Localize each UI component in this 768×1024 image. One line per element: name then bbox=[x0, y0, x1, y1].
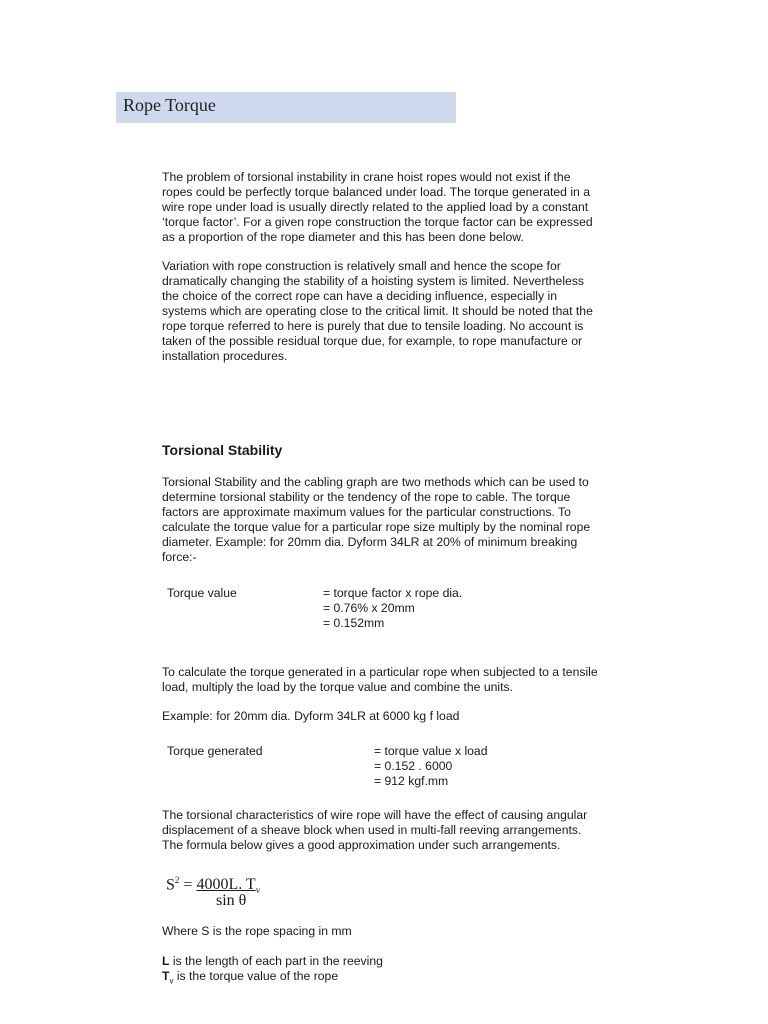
section-paragraph-1-line: diameter. Example: for 20mm dia. Dyform 34LR at 20% of minimum breaking bbox=[162, 535, 578, 549]
torque-value-line: = torque factor x rope dia. bbox=[323, 586, 463, 600]
intro-paragraph-1-line: The problem of torsional instability in crane hoist ropes would not exist if the bbox=[162, 170, 571, 184]
torque-generated-line: = torque value x load bbox=[374, 744, 488, 758]
spacing-formula bbox=[166, 870, 261, 909]
section-paragraph-1-line: determine torsional stability or the tendency of the rope to cable. The torque bbox=[162, 490, 571, 504]
torque-value-line: = 0.76% x 20mm bbox=[323, 601, 415, 615]
formula-numerator-sub: v bbox=[255, 885, 261, 896]
formula-equals: = bbox=[179, 876, 197, 894]
intro-paragraph-1-line: ‘torque factor’. For a given rope construction the torque factor can be expressed bbox=[162, 215, 593, 229]
section-paragraph-2-line: load, multiply the load by the torque value and combine the units. bbox=[162, 680, 513, 694]
torque-value-equation bbox=[323, 586, 462, 631]
page-title: Rope Torque bbox=[123, 95, 216, 115]
definition-L-symbol: L bbox=[162, 954, 170, 968]
intro-paragraph-1-line: as a proportion of the rope diameter and this has been done below. bbox=[162, 230, 524, 244]
intro-paragraph-2-line: taken of the possible residual torque due, for example, to rope manufacture or bbox=[162, 334, 583, 348]
section-paragraph-3 bbox=[162, 808, 632, 853]
definition-T bbox=[162, 969, 338, 988]
section-paragraph-2 bbox=[162, 665, 632, 695]
section-paragraph-1-line: factors are approximate maximum values for the particular constructions. To bbox=[162, 505, 571, 519]
where-line: Where S is the rope spacing in mm bbox=[162, 924, 352, 938]
formula-numerator-text: 4000L. T bbox=[196, 876, 256, 894]
torque-generated-line: = 912 kgf.mm bbox=[374, 774, 449, 788]
section-paragraph-1 bbox=[162, 475, 632, 565]
definition-T-symbol: T bbox=[162, 969, 170, 983]
section-paragraph-3-line: The formula below gives a good approximation under such arrangements. bbox=[162, 838, 561, 852]
intro-paragraph-2-line: installation procedures. bbox=[162, 349, 288, 363]
title-bar bbox=[116, 92, 456, 123]
section-paragraph-3-line: The torsional characteristics of wire rope will have the effect of causing angular bbox=[162, 808, 588, 822]
formula-exponent: 2 bbox=[174, 875, 180, 885]
example-line: Example: for 20mm dia. Dyform 34LR at 6000 kg f load bbox=[162, 709, 460, 723]
torque-value-line: = 0.152mm bbox=[323, 616, 385, 630]
intro-paragraph-2-line: rope torque referred to here is purely that due to tensile loading. No account is bbox=[162, 319, 584, 333]
definition-L-text: is the length of each part in the reeving bbox=[169, 954, 383, 968]
formula-lhs: S bbox=[166, 876, 175, 894]
section-paragraph-2-line: To calculate the torque generated in a particular rope when subjected to a tensile bbox=[162, 665, 598, 679]
definition-T-text: is the torque value of the rope bbox=[173, 969, 339, 983]
section-paragraph-3-line: displacement of a sheave block when used in multi-fall reeving arrangements. bbox=[162, 823, 582, 837]
intro-paragraph-2-line: Variation with rope construction is relatively small and hence the scope for bbox=[162, 259, 561, 273]
intro-paragraph-1-line: wire rope under load is usually directly related to the applied load by a constant bbox=[162, 200, 589, 214]
torque-value-label: Torque value bbox=[167, 586, 237, 600]
torque-generated-equation bbox=[374, 744, 488, 789]
formula-denominator: sin θ bbox=[216, 892, 247, 909]
section-heading: Torsional Stability bbox=[162, 442, 283, 458]
intro-paragraph-2-line: the choice of the correct rope can have a deciding influence, especially in bbox=[162, 289, 557, 303]
intro-paragraph-1-line: ropes could be perfectly torque balanced under load. The torque generated in a bbox=[162, 185, 590, 199]
definition-T-sub: v bbox=[169, 976, 174, 986]
torque-generated-label: Torque generated bbox=[167, 744, 263, 758]
intro-paragraph-2-line: systems which are operating close to the critical limit. It should be noted that the bbox=[162, 304, 593, 318]
section-paragraph-1-line: Torsional Stability and the cabling graph are two methods which can be used to bbox=[162, 475, 589, 489]
intro-paragraph-2 bbox=[162, 259, 632, 364]
section-paragraph-1-line: force:- bbox=[162, 550, 197, 564]
definition-L bbox=[162, 954, 383, 969]
torque-generated-line: = 0.152 . 6000 bbox=[374, 759, 453, 773]
intro-paragraph-2-line: dramatically changing the stability of a hoisting system is limited. Nevertheless bbox=[162, 274, 585, 288]
intro-paragraph-1 bbox=[162, 170, 632, 245]
section-paragraph-1-line: calculate the torque value for a particular rope size multiply by the nominal rope bbox=[162, 520, 591, 534]
